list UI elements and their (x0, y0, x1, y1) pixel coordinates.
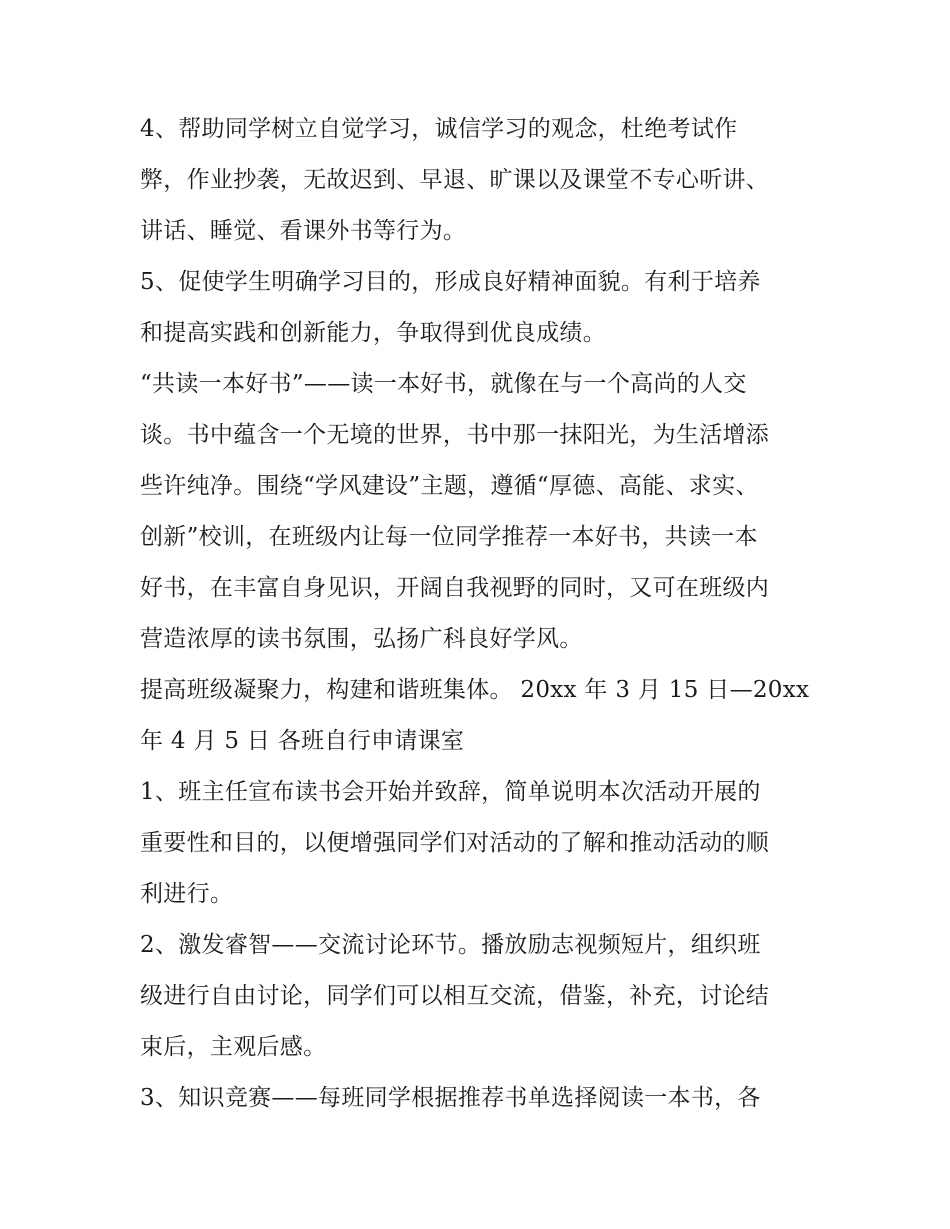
text-line: 2、激发睿智——交流讨论环节。播放励志视频短片，组织班 (140, 932, 761, 958)
text-line: 重要性和目的，以便增强同学们对活动的了解和推动活动的顺 (140, 830, 770, 856)
text-line: 讲话、睡觉、看课外书等行为。 (140, 218, 467, 244)
text-line: 3、知识竞赛——每班同学根据推荐书单选择阅读一本书，各 (140, 1085, 761, 1111)
text-line: 些许纯净。围绕“学风建设”主题，遵循“厚德、高能、求实、 (140, 473, 759, 499)
text-line: 利进行。 (140, 881, 234, 907)
text-line: 好书，在丰富自身见识，开阔自我视野的同时，又可在班级内 (140, 575, 770, 601)
text-line: 束后，主观后感。 (140, 1034, 327, 1060)
text-line: 年 4 月 5 日 各班自行申请课室 (140, 728, 465, 754)
text-line: 4、帮助同学树立自觉学习，诚信学习的观念，杜绝考试作 (140, 116, 738, 142)
text-line: “共读一本好书”——读一本好书，就像在与一个高尚的人交 (140, 371, 747, 397)
text-line: 和提高实践和创新能力，争取得到优良成绩。 (140, 320, 606, 346)
text-line: 弊，作业抄袭，无故迟到、早退、旷课以及课堂不专心听讲、 (140, 167, 770, 193)
text-line: 5、促使学生明确学习目的，形成良好精神面貌。有利于培养 (140, 269, 761, 295)
text-line: 提高班级凝聚力，构建和谐班集体。 20xx 年 3 月 15 日—20xx (140, 677, 810, 703)
text-line: 营造浓厚的读书氛围，弘扬广科良好学风。 (140, 626, 583, 652)
text-line: 级进行自由讨论，同学们可以相互交流，借鉴，补充，讨论结 (140, 983, 770, 1009)
text-line: 1、班主任宣布读书会开始并致辞，简单说明本次活动开展的 (140, 779, 761, 805)
text-line: 创新”校训，在班级内让每一位同学推荐一本好书，共读一本 (140, 524, 758, 550)
text-line: 谈。书中蕴含一个无境的世界，书中那一抹阳光，为生活增添 (140, 422, 770, 448)
